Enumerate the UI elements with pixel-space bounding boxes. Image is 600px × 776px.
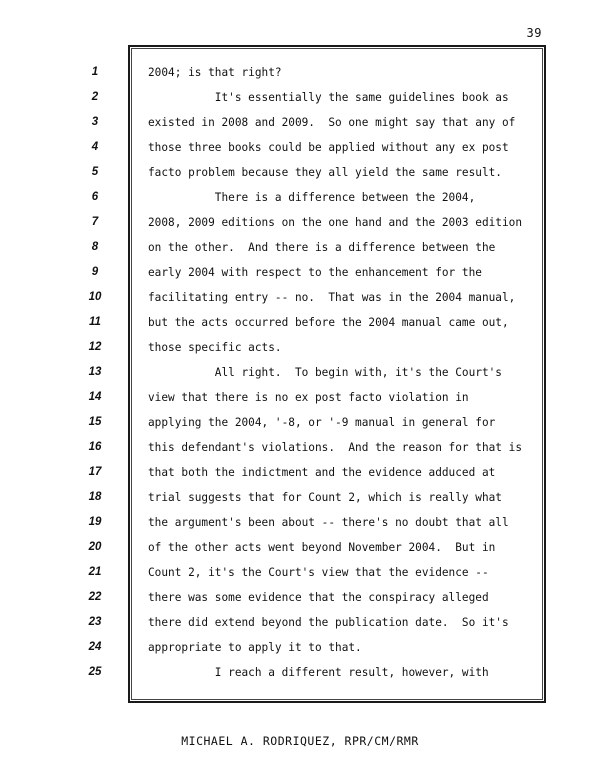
transcript-line: but the acts occurred before the 2004 manual came out, [148,316,509,329]
line-number: 25 [88,666,102,678]
line-number: 20 [88,541,102,553]
line-number: 6 [91,191,99,203]
transcript-line: facilitating entry -- no. That was in the 2004 manual, [148,291,516,304]
transcript-line: 2008, 2009 editions on the one hand and the 2003 edition [148,216,523,229]
transcript-line: All right. To begin with, it's the Court's [148,366,502,379]
line-number: 14 [88,391,102,403]
line-number: 10 [88,291,102,303]
transcript-line: there did extend beyond the publication date. So it's [148,616,509,629]
transcript-line: view that there is no ex post facto violation in [148,391,469,404]
transcript-line: that both the indictment and the evidence adduced at [148,466,496,479]
line-number: 9 [91,266,99,278]
transcript-line: It's essentially the same guidelines book as [148,91,509,104]
transcript-line: 2004; is that right? [148,66,282,79]
line-number: 1 [91,66,99,78]
line-number: 13 [88,366,102,378]
line-number: 7 [91,216,99,228]
line-number: 11 [89,316,101,328]
line-number: 12 [88,341,102,353]
transcript-line: those specific acts. [148,341,282,354]
transcript-line: of the other acts went beyond November 2004. But in [148,541,496,554]
line-number-column [80,60,110,685]
line-number: 18 [88,491,102,503]
transcript-line: trial suggests that for Count 2, which is really what [148,491,502,504]
line-number: 22 [88,591,102,603]
line-number: 24 [88,641,102,653]
transcript-line: the argument's been about -- there's no doubt that all [148,516,509,529]
transcript-line: appropriate to apply it to that. [148,641,362,654]
line-number: 8 [91,241,99,253]
line-number: 3 [91,116,99,128]
line-number: 5 [91,166,99,178]
line-number: 4 [91,141,99,153]
transcript-line: existed in 2008 and 2009. So one might say that any of [148,116,516,129]
line-number: 2 [91,91,99,103]
transcript-line: on the other. And there is a difference between the [148,241,496,254]
transcript-line: facto problem because they all yield the same result. [148,166,502,179]
line-number: 21 [88,566,102,578]
transcript-line: applying the 2004, '-8, or '-9 manual in general for [148,416,496,429]
transcript-line: early 2004 with respect to the enhancement for the [148,266,482,279]
transcript-line: Count 2, it's the Court's view that the evidence -- [148,566,489,579]
transcript-line: this defendant's violations. And the reason for that is [148,441,523,454]
transcript-line: there was some evidence that the conspiracy alleged [148,591,489,604]
transcript-line: those three books could be applied without any ex post [148,141,509,154]
page-number: 39 [526,26,542,40]
transcript-line: I reach a different result, however, with [148,666,489,679]
line-number: 16 [88,441,102,453]
line-number: 23 [88,616,102,628]
line-number: 17 [88,466,102,478]
line-number: 15 [88,416,102,428]
transcript-line: There is a difference between the 2004, [148,191,476,204]
court-reporter-footer: MICHAEL A. RODRIQUEZ, RPR/CM/RMR [181,734,419,748]
line-number: 19 [88,516,102,528]
transcript-body [148,60,540,685]
